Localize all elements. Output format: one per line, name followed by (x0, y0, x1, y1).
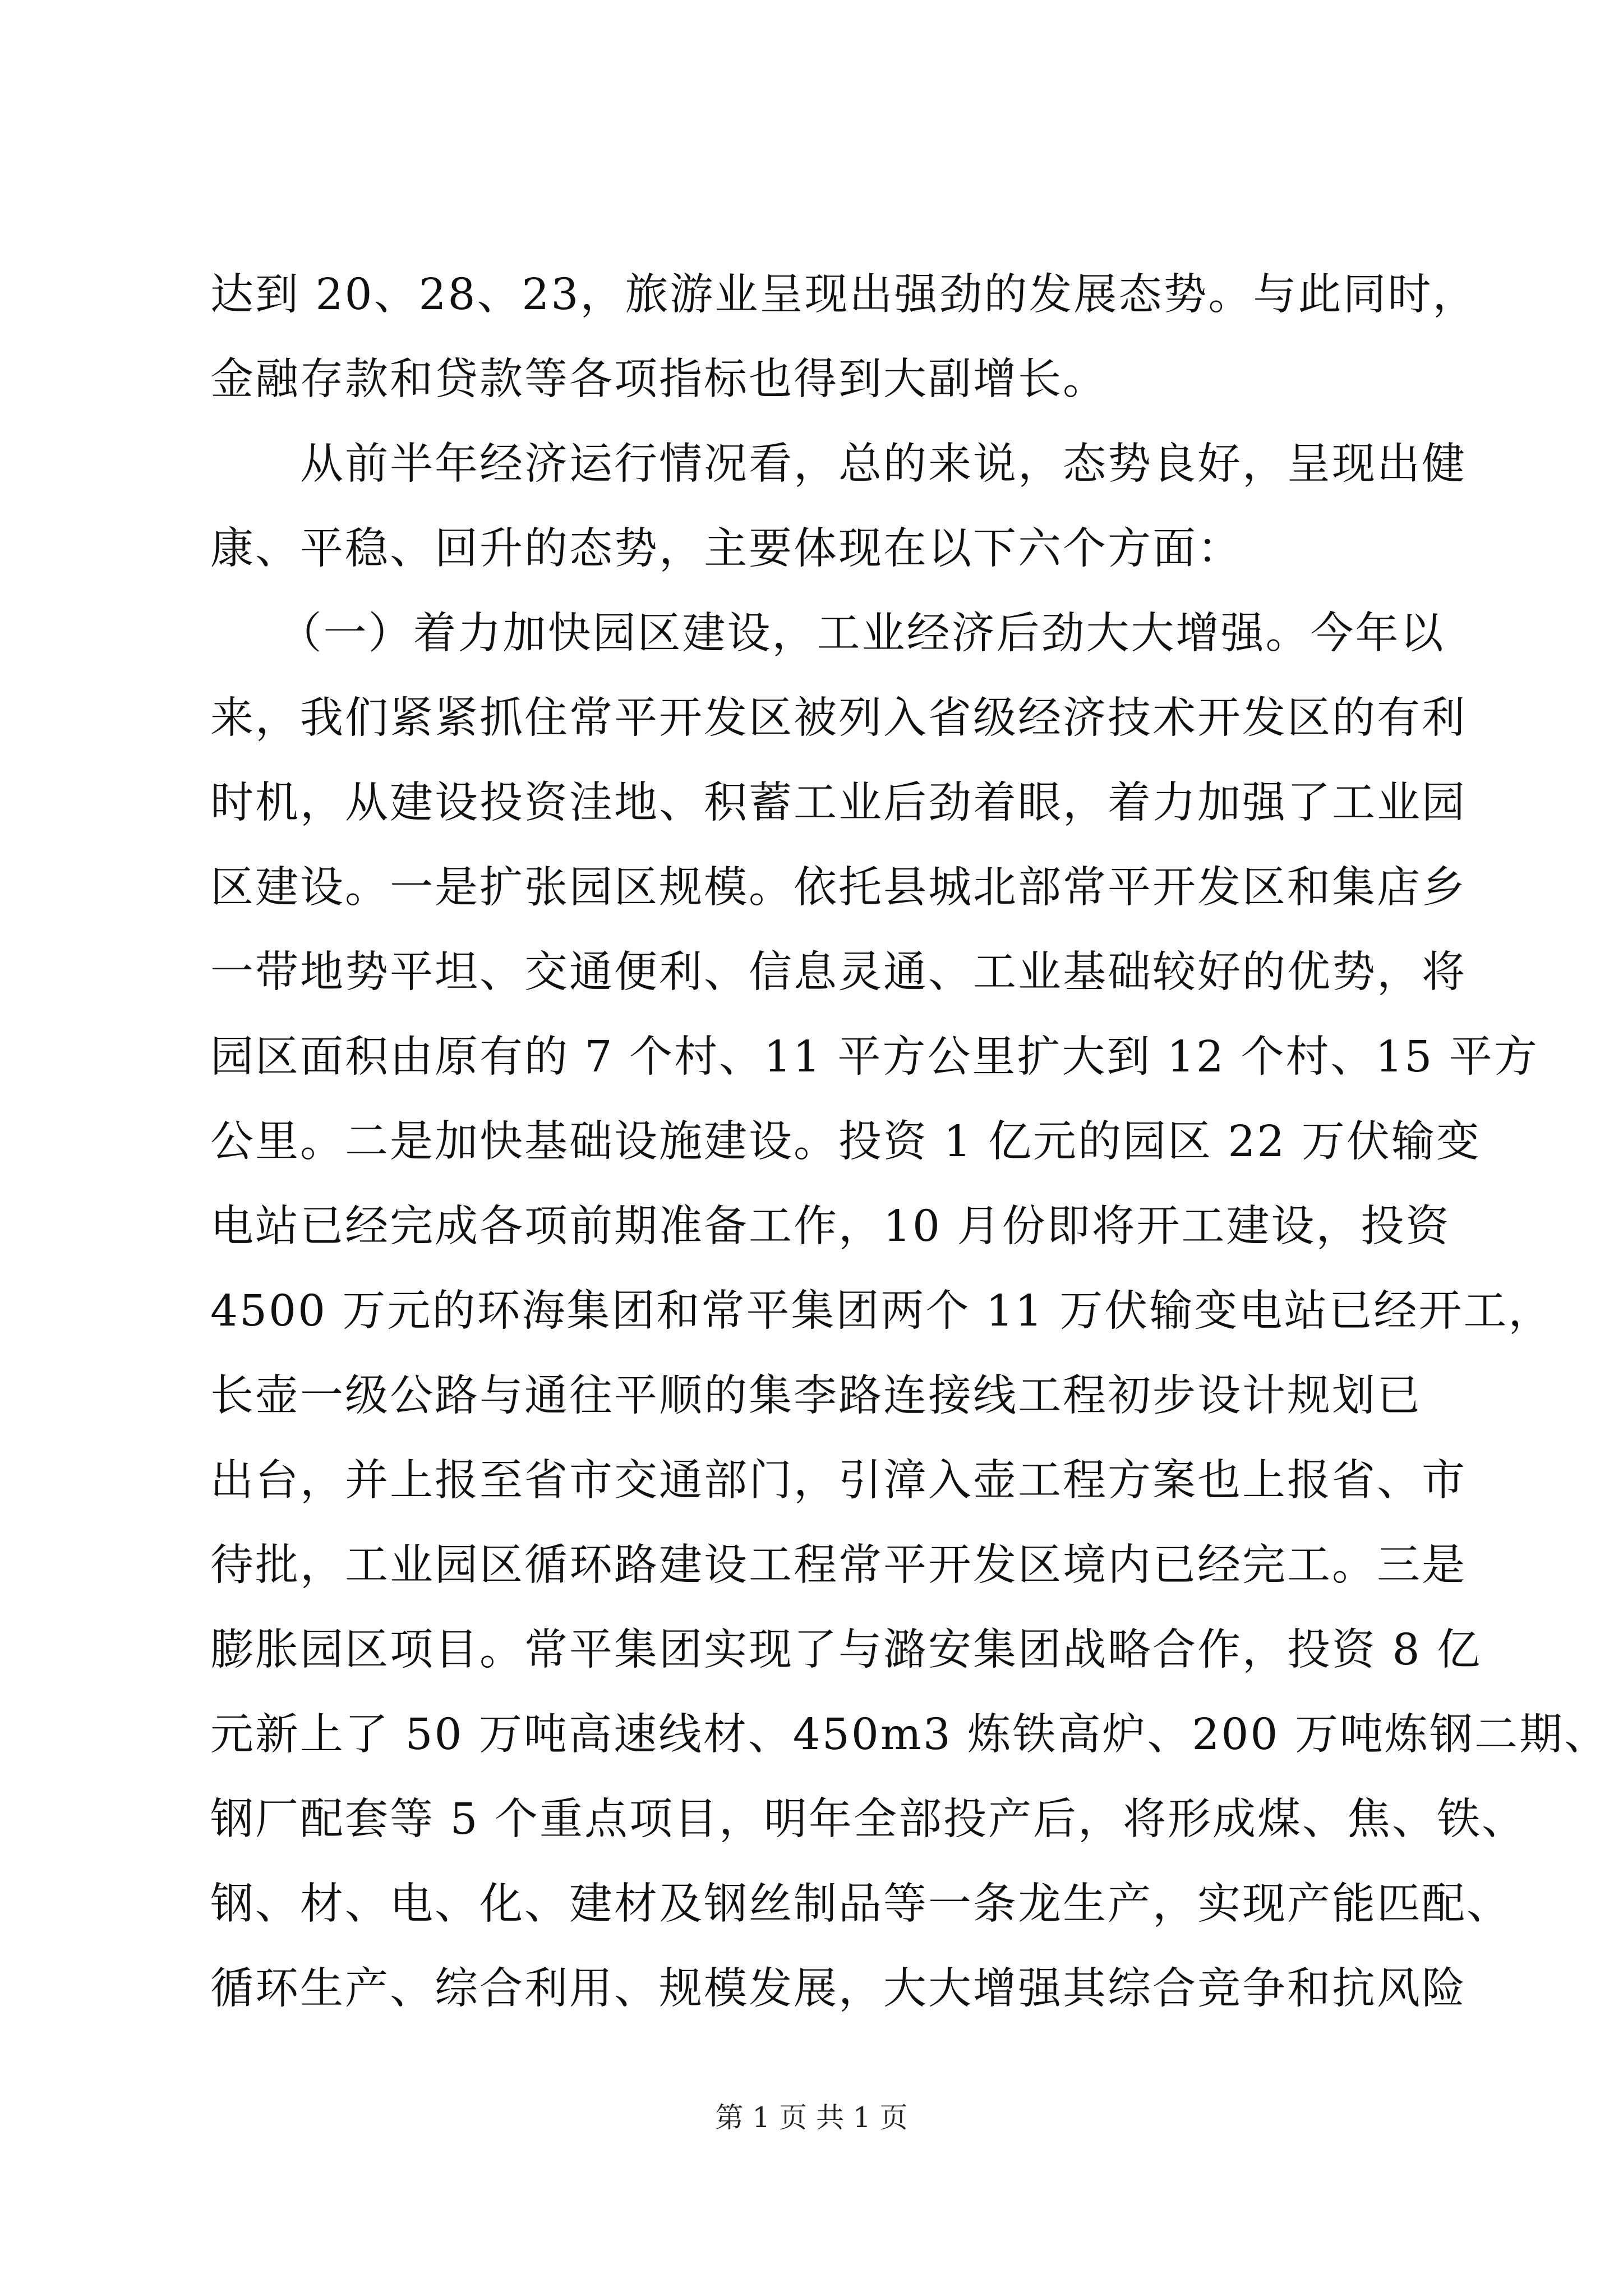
text-line: 待批，工业园区循环路建设工程常平开发区境内已经完工。三是 (210, 1540, 1467, 1590)
text-line: 来，我们紧紧抓住常平开发区被列入省级经济技术开发区的有利 (210, 693, 1467, 743)
text-line: 循环生产、综合利用、规模发展，大大增强其综合竞争和抗风险 (210, 1964, 1467, 2014)
body-text (210, 252, 1609, 2031)
text-line: 从前半年经济运行情况看，总的来说，态势良好，呈现出健 (210, 439, 1467, 489)
text-line: 时机，从建设投资洼地、积蓄工业后劲着眼，着力加强了工业园 (210, 778, 1467, 828)
text-line: 长壶一级公路与通往平顺的集李路连接线工程初步设计规划已 (210, 1371, 1422, 1421)
text-line: 达到 20、28、23，旅游业呈现出强劲的发展态势。与此同时， (210, 270, 1478, 320)
text-line: 元新上了 50 万吨高速线材、450m3 炼铁高炉、200 万吨炼钢二期、 (210, 1710, 1609, 1760)
text-line: 出台，并上报至省市交通部门，引漳入壶工程方案也上报省、市 (210, 1456, 1467, 1506)
text-line: 康、平稳、回升的态势，主要体现在以下六个方面： (210, 524, 1242, 574)
text-line: 公里。二是加快基础设施建设。投资 1 亿元的园区 22 万伏输变 (210, 1117, 1481, 1167)
text-line: （一）着力加快园区建设，工业经济后劲大大增强。今年以 (210, 609, 1445, 659)
text-line: 一带地势平坦、交通便利、信息灵通、工业基础较好的优势，将 (210, 947, 1467, 997)
page-footer: 第 1 页 共 1 页 (715, 2101, 908, 2134)
text-line: 电站已经完成各项前期准备工作，10 月份即将开工建设，投资 (210, 1202, 1451, 1251)
text-line: 4500 万元的环海集团和常平集团两个 11 万伏输变电站已经开工， (210, 1286, 1553, 1336)
text-line: 钢、材、电、化、建材及钢丝制品等一条龙生产，实现产能匹配、 (210, 1879, 1511, 1929)
text-line: 钢厂配套等 5 个重点项目，明年全部投产后，将形成煤、焦、铁、 (210, 1795, 1527, 1844)
text-line: 园区面积由原有的 7 个村、11 平方公里扩大到 12 个村、15 平方 (210, 1032, 1539, 1082)
text-line: 膨胀园区项目。常平集团实现了与潞安集团战略合作，投资 8 亿 (210, 1625, 1482, 1675)
text-line: 区建设。一是扩张园区规模。依托县城北部常平开发区和集店乡 (210, 863, 1467, 913)
text-line: 金融存款和贷款等各项指标也得到大副增长。 (210, 355, 1108, 404)
